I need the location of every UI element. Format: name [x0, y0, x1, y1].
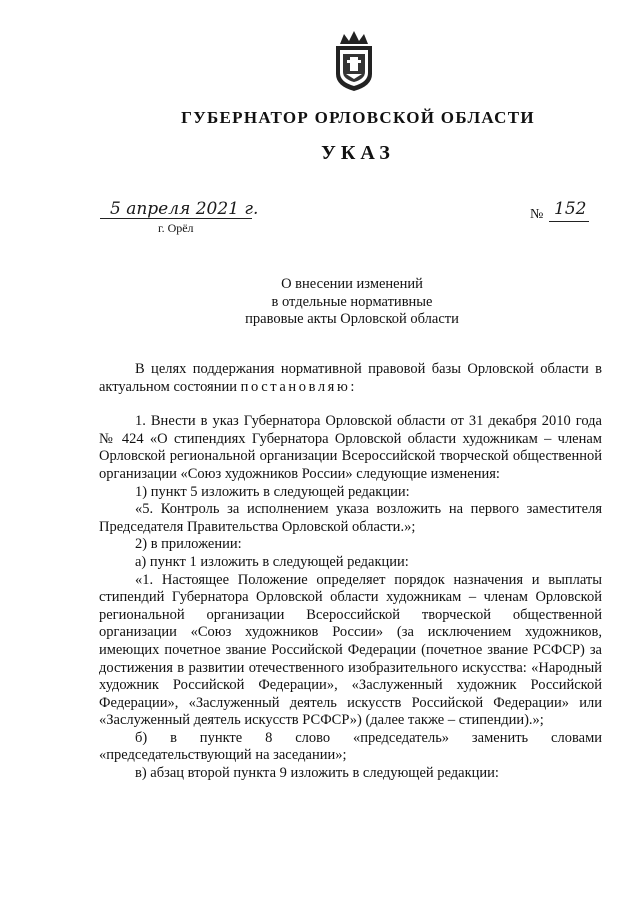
paragraph: 1. Внести в указ Губернатора Орловской области от 31 декабря 2010 года № 424 «О стипендиях Губернатора Орловской области художникам – членам Орловской региональной организации Всероссийской творческой общественной организации «Союз художников России» следующие изменения:: [99, 413, 602, 482]
number-label: №: [530, 207, 544, 222]
document-type: УКАЗ: [321, 142, 395, 164]
paragraph: 1) пункт 5 изложить в следующей редакции:: [135, 483, 410, 500]
subject-line: в отдельные нормативные: [271, 293, 433, 310]
subject-line: О внесении изменений: [281, 276, 423, 292]
coat-of-arms-icon: [330, 30, 378, 92]
decree-date: 5 апреля 2021 г.: [110, 199, 259, 219]
date-underline: [100, 218, 252, 219]
preamble: [99, 361, 602, 396]
paragraph: 2) в приложении:: [135, 536, 242, 553]
paragraph: б) в пункте 8 слово «председатель» заменить словами «председательствующий на заседании»;: [99, 729, 602, 764]
issuing-authority: ГУБЕРНАТОР ОРЛОВСКОЙ ОБЛАСТИ: [181, 108, 535, 127]
subject-line: правовые акты Орловской области: [245, 311, 459, 327]
paragraph: «1. Настоящее Положение определяет порядок назначения и выплаты стипендий Губернатора Орловской области художникам – членам Орловской региональной организации Всероссийской творческой общественной организации «Союз художников России» (за исключением художников, имеющих почетное звание Российской Федерации (почетное звание РСФСР) за достижения в развитии отечественного изобразительного искусства: «Народный художник Российской Федерации», «Заслуженный художник Российской Федерации», «Заслуженный деятель искусств Российской Федерации» или «Заслуженный деятель искусств РСФСР») (далее также – стипендии).»;: [99, 571, 602, 729]
number-underline: [549, 221, 589, 222]
decree-number: 152: [554, 199, 587, 219]
spacer: [99, 396, 602, 413]
paragraph: в) абзац второй пункта 9 изложить в следующей редакции:: [135, 765, 499, 782]
paragraph: а) пункт 1 изложить в следующей редакции:: [135, 553, 409, 570]
preamble-operative-word: постановляю:: [240, 378, 358, 395]
decree-body: [99, 361, 602, 783]
paragraph: «5. Контроль за исполнением указа возложить на первого заместителя Председателя Правительства Орловской области.»;: [99, 501, 602, 535]
preamble-text: В целях поддержания нормативной правовой базы Орловской области в актуальном состоянии: [99, 361, 602, 395]
city-label: г. Орёл: [158, 221, 194, 235]
decree-subject: [0, 276, 640, 329]
